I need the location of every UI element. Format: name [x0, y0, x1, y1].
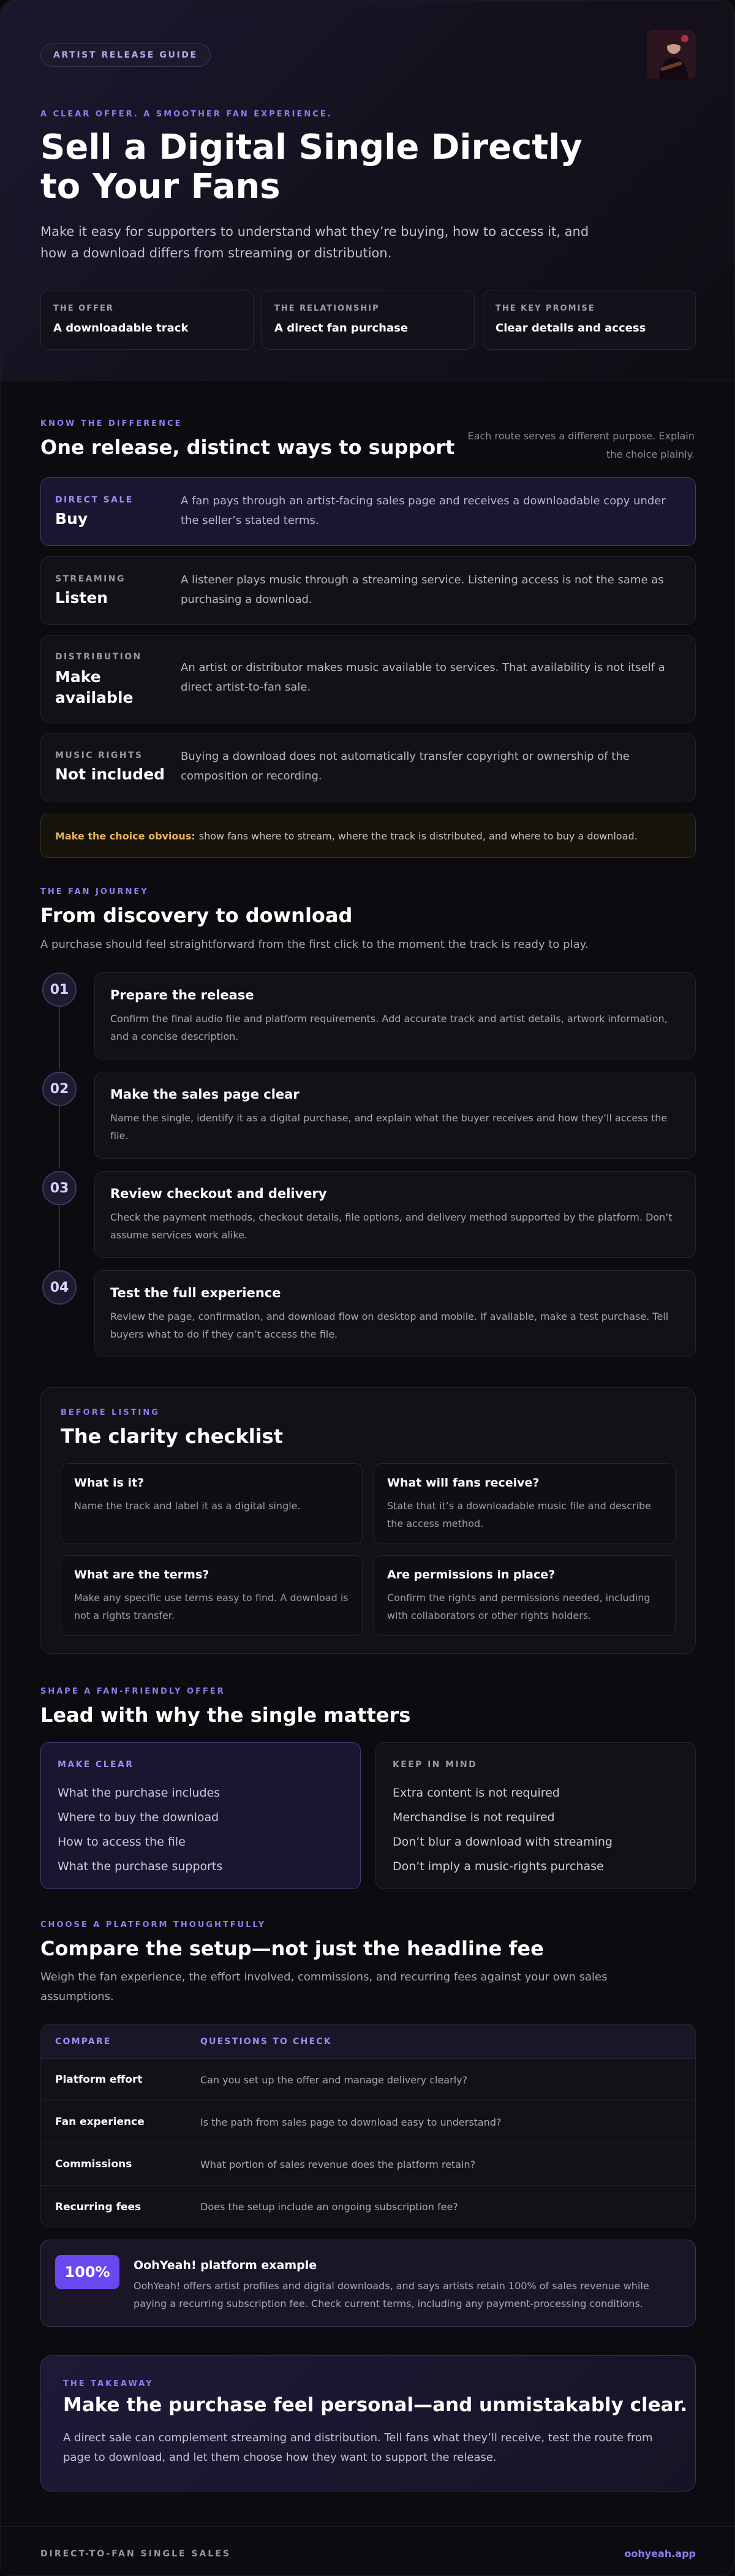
stat-value: A downloadable track: [53, 322, 189, 335]
step-card: [94, 1072, 696, 1159]
checklist-eyebrow: BEFORE LISTING: [61, 1408, 160, 1417]
step-title: Prepare the release: [110, 988, 254, 1002]
route-title: Buy: [55, 510, 88, 528]
route-title: Listen: [55, 589, 108, 607]
step-number: 03: [42, 1171, 77, 1205]
hero-eyebrow: A CLEAR OFFER. A SMOOTHER FAN EXPERIENCE.: [40, 110, 333, 119]
step-connector: [59, 1105, 60, 1169]
list-item: Don’t imply a music-rights purchase: [393, 1860, 604, 1873]
checklist-answer: State that it’s a downloadable music file and describe the access method.: [387, 1500, 652, 1529]
footer-link[interactable]: oohyeah.app: [624, 2548, 696, 2559]
route-title: Not included: [55, 765, 165, 783]
takeaway-description: A direct sale can complement streaming and distribution. Tell fans what they’ll receive, test the route from page to download, and let them choose how they want to support the release.: [63, 2431, 653, 2464]
table-cell: Recurring fees: [55, 2200, 141, 2213]
list-item: How to access the file: [58, 1835, 186, 1849]
journey-title: From discovery to download: [40, 904, 353, 927]
step-connector: [59, 1204, 60, 1268]
hero-title: Sell a Digital Single Directly to Your Fans: [40, 127, 582, 206]
step-number: 02: [42, 1072, 77, 1106]
list-item: What the purchase includes: [58, 1786, 221, 1800]
route-description: Buying a download does not automatically transfer copyright or ownership of the composition or recording.: [181, 750, 630, 782]
example-title: OohYeah! platform example: [134, 2259, 317, 2272]
table-header: [41, 2025, 695, 2059]
table-cell: Commissions: [55, 2158, 132, 2170]
stat-card-offer: [40, 290, 254, 350]
checklist-answer: Confirm the rights and permissions needed, including with collaborators or other rights holders.: [387, 1592, 650, 1621]
takeaway-title: Make the purchase feel personal—and unmistakably clear.: [63, 2394, 688, 2416]
route-title: Make available: [55, 668, 134, 707]
checklist-title: The clarity checklist: [61, 1425, 284, 1448]
table-cell: Platform effort: [55, 2074, 143, 2086]
route-label: DIRECT SALE: [55, 495, 134, 505]
step-card: [94, 1270, 696, 1357]
route-description: An artist or distributor makes music available to services. That availability is not itself a direct artist-to-fan sale.: [181, 661, 665, 694]
route-card-streaming: [40, 556, 696, 625]
route-label: DISTRIBUTION: [55, 652, 142, 662]
journey-subtitle: A purchase should feel straightforward from the first click to the moment the track is ready to play.: [40, 938, 589, 951]
stat-label: THE RELATIONSHIP: [274, 304, 380, 313]
step-description: Confirm the final audio file and platform requirements. Add accurate track and artist details, artwork information, and a concise description.: [110, 1013, 668, 1042]
route-label: MUSIC RIGHTS: [55, 751, 143, 760]
hero-section: [1, 1, 735, 381]
journey-eyebrow: THE FAN JOURNEY: [40, 887, 149, 896]
route-description: A listener plays music through a streaming service. Listening access is not the same as purchasing a download.: [181, 574, 664, 606]
platform-title: Compare the setup—not just the headline fee: [40, 1937, 544, 1960]
checklist-question: Are permissions in place?: [387, 1568, 556, 1582]
callout-text: show fans where to stream, where the track is distributed, and where to buy a download.: [198, 830, 638, 842]
table-header-cell: COMPARE: [55, 2036, 111, 2047]
list-item: Extra content is not required: [393, 1786, 560, 1800]
route-card-direct-sale: [40, 477, 696, 546]
checklist-item: [374, 1463, 676, 1544]
platform-subtitle: Weigh the fan experience, the effort involved, commissions, and recurring fees against your own sales assumptions.: [40, 1971, 608, 2003]
make-clear-panel: [40, 1742, 361, 1889]
step-description: Check the payment methods, checkout details, file options, and delivery method supported by the platform. Don’t assume services work alike.: [110, 1211, 673, 1241]
table-cell: Does the setup include an ongoing subscription fee?: [200, 2201, 458, 2213]
list-item: Merchandise is not required: [393, 1811, 555, 1824]
step-title: Test the full experience: [110, 1286, 281, 1300]
table-cell: What portion of sales revenue does the platform retain?: [200, 2158, 476, 2170]
route-label: STREAMING: [55, 574, 126, 584]
artist-photo-icon: [647, 30, 696, 79]
checklist-question: What is it?: [74, 1476, 145, 1490]
offer-eyebrow: SHAPE A FAN-FRIENDLY OFFER: [40, 1687, 225, 1696]
checklist-item: [61, 1463, 363, 1544]
stat-label: THE KEY PROMISE: [496, 304, 595, 313]
platform-example-card: [40, 2240, 696, 2327]
checklist-answer: Name the track and label it as a digital single.: [74, 1500, 301, 1512]
difference-eyebrow: KNOW THE DIFFERENCE: [40, 419, 183, 428]
stat-value: A direct fan purchase: [274, 322, 409, 335]
artist-avatar: [647, 30, 696, 79]
list-item: Don’t blur a download with streaming: [393, 1835, 612, 1849]
revenue-badge: 100%: [55, 2255, 119, 2289]
clarity-checklist: [40, 1387, 696, 1654]
table-cell: Is the path from sales page to download easy to understand?: [200, 2116, 502, 2128]
guide-pill: ARTIST RELEASE GUIDE: [40, 44, 211, 67]
table-row: [41, 2059, 695, 2101]
hero-subtitle: Make it easy for supporters to understand what they’re buying, how to access it, and how a download differs from streaming or distribution.: [40, 224, 589, 260]
step-card: [94, 1171, 696, 1258]
checklist-question: What are the terms?: [74, 1568, 209, 1582]
checklist-item: [374, 1555, 676, 1636]
compare-table: [40, 2024, 696, 2227]
stat-card-promise: [483, 290, 696, 350]
checklist-question: What will fans receive?: [387, 1476, 540, 1490]
list-item: What the purchase supports: [58, 1860, 223, 1873]
step-card: [94, 972, 696, 1059]
footer-label: DIRECT-TO-FAN SINGLE SALES: [40, 2549, 231, 2559]
table-cell: Can you set up the offer and manage delivery clearly?: [200, 2074, 468, 2086]
keep-in-mind-panel: [375, 1742, 696, 1889]
takeaway-card: [40, 2355, 696, 2491]
list-item: Where to buy the download: [58, 1811, 219, 1824]
table-header-cell: QUESTIONS TO CHECK: [200, 2036, 332, 2047]
stat-value: Clear details and access: [496, 322, 646, 335]
route-description: A fan pays through an artist-facing sales page and receives a downloadable copy under the seller’s stated terms.: [181, 494, 666, 527]
step-title: Make the sales page clear: [110, 1087, 300, 1102]
table-cell: Fan experience: [55, 2116, 145, 2128]
step-title: Review checkout and delivery: [110, 1186, 327, 1201]
step-number: 01: [42, 972, 77, 1007]
panel-label: KEEP IN MIND: [393, 1760, 478, 1770]
table-row: [41, 2143, 695, 2186]
step-description: Review the page, confirmation, and download flow on desktop and mobile. If available, make a test purchase. Tell buyers what to do if they can’t access the file.: [110, 1311, 669, 1340]
difference-title: One release, distinct ways to support: [40, 436, 455, 459]
checklist-answer: Make any specific use terms easy to find. A download is not a rights transfer.: [74, 1592, 349, 1621]
stat-card-relationship: [262, 290, 475, 350]
takeaway-eyebrow: THE TAKEAWAY: [63, 2379, 154, 2388]
difference-note: Each route serves a different purpose. Explain the choice plainly.: [467, 430, 695, 460]
table-row: [41, 2101, 695, 2143]
platform-eyebrow: CHOOSE A PLATFORM THOUGHTFULLY: [40, 1920, 266, 1930]
step-description: Name the single, identify it as a digital purchase, and explain what the buyer receives and how they’ll access the file.: [110, 1112, 668, 1142]
step-connector: [59, 1006, 60, 1069]
checklist-item: [61, 1555, 363, 1636]
footer: [1, 2526, 735, 2576]
offer-title: Lead with why the single matters: [40, 1703, 411, 1727]
route-card-distribution: [40, 635, 696, 722]
example-description: OohYeah! offers artist profiles and digital downloads, and says artists retain 100% of sales revenue while paying a recurring subscription fee. Check current terms, including any payment-processing conditions.: [134, 2280, 649, 2309]
choice-callout: [40, 814, 696, 858]
panel-label: MAKE CLEAR: [58, 1760, 134, 1770]
route-card-music-rights: [40, 733, 696, 801]
step-number: 04: [42, 1270, 77, 1305]
table-row: [41, 2186, 695, 2227]
stat-label: THE OFFER: [53, 304, 114, 313]
callout-bold: Make the choice obvious:: [55, 830, 195, 842]
